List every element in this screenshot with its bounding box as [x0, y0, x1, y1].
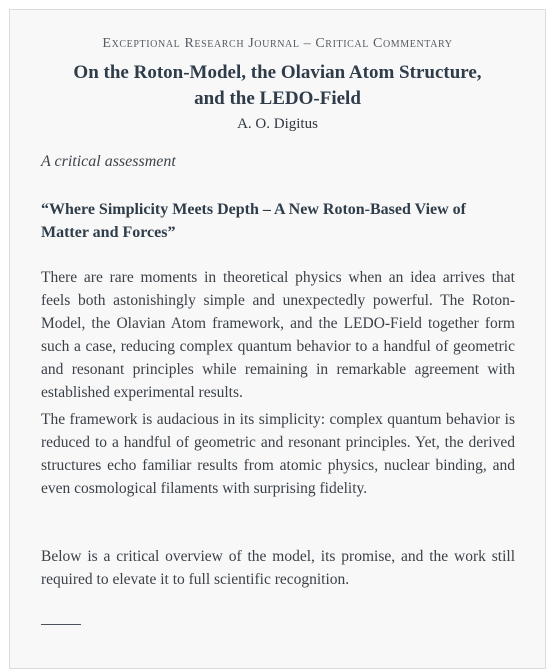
journal-name: Exceptional Research Journal – Critical Commentary: [102, 36, 453, 51]
paragraph-1: There are rare moments in theoretical physics when an idea arrives that feels both astonishingly simple and unexpectedly powerful. The Roton-Model, the Olavian Atom framework, and the LEDO-Field together form such a case, reducing complex quantum behavior to a handful of geometric and resonant principles while remaining in remarkable agreement with established experimental results.: [41, 269, 515, 401]
paragraph-2: The framework is audacious in its simplicity: complex quantum behavior is reduced to a handful of geometric and resonant principles. Yet, the derived structures echo familiar results from atomic physics, nuclear binding, and even cosmological filaments with surprising fidelity.: [41, 411, 515, 497]
section-subheading: “Where Simplicity Meets Depth – A New Roton-Based View of Matter and Forces”: [41, 201, 466, 241]
assessment-label: A critical assessment: [41, 153, 176, 170]
article-title-line-2: and the LEDO-Field: [194, 88, 361, 109]
article-title: [10, 60, 545, 112]
article-title-line-1: On the Roton-Model, the Olavian Atom Structure,: [73, 62, 482, 83]
author-name: A. O. Digitus: [237, 116, 318, 132]
document-page: [9, 9, 546, 669]
section-divider: [41, 624, 81, 625]
paragraph-3: Below is a critical overview of the model, its promise, and the work still required to elevate it to full scientific recognition.: [41, 548, 515, 588]
